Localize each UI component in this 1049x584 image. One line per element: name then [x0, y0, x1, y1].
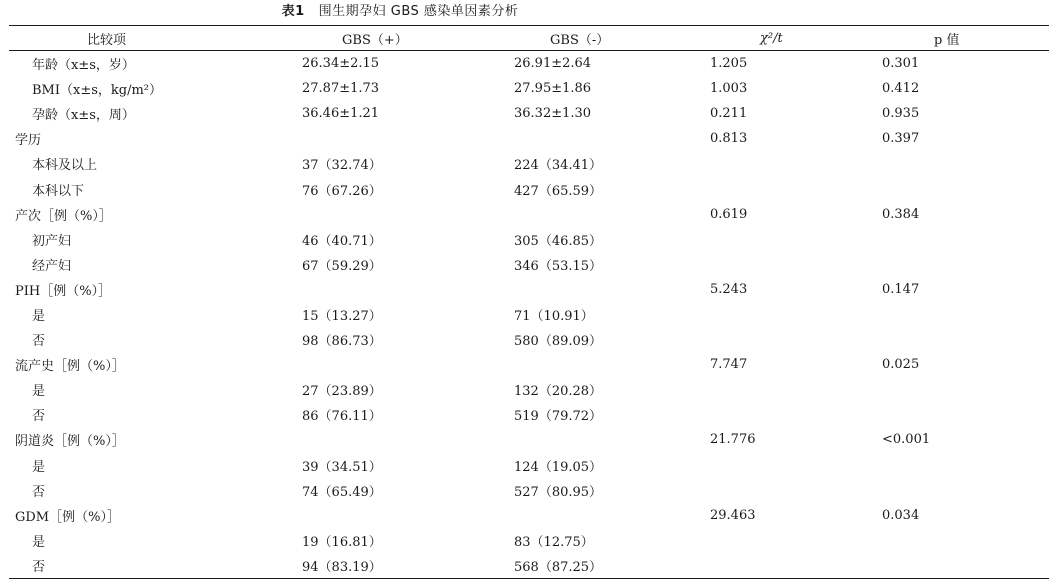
cell-gbs-negative — [514, 277, 710, 302]
table-row — [9, 51, 1049, 77]
row-label: 否 — [32, 484, 46, 500]
table-row — [9, 252, 1049, 277]
cell-p-value — [882, 302, 1049, 327]
table-title: 围生期孕妇 GBS 感染单因素分析 — [318, 4, 519, 19]
cell-gbs-positive: 86（76.11） — [302, 409, 382, 425]
cell-p-value: 0.397 — [882, 131, 920, 147]
cell-p-value: <0.001 — [882, 432, 931, 448]
cell-gbs-positive: 37（32.74） — [302, 158, 382, 174]
cell-statistic — [710, 176, 882, 201]
cell-statistic — [710, 402, 882, 427]
cell-gbs-negative: 519（79.72） — [514, 409, 603, 425]
table-header — [9, 26, 1049, 51]
table-row — [9, 528, 1049, 553]
cell-p-value: 0.025 — [882, 357, 920, 373]
table-row — [9, 101, 1049, 126]
cell-statistic: 5.243 — [710, 281, 748, 297]
cell-p-value — [882, 227, 1049, 252]
cell-statistic: 21.776 — [710, 432, 756, 448]
cell-p-value: 0.935 — [882, 106, 920, 122]
cell-gbs-negative: 224（34.41） — [514, 158, 603, 174]
cell-statistic — [710, 252, 882, 277]
cell-statistic — [710, 553, 882, 579]
cell-p-value — [882, 377, 1049, 402]
table-row — [9, 202, 1049, 227]
table-row — [9, 277, 1049, 302]
cell-gbs-positive: 74（65.49） — [302, 484, 382, 500]
cell-p-value — [882, 327, 1049, 352]
table-row — [9, 176, 1049, 201]
cell-gbs-negative: 27.95±1.86 — [514, 81, 592, 97]
cell-gbs-negative: 132（20.28） — [514, 384, 603, 400]
table-number: 表1 — [281, 4, 305, 19]
cell-gbs-positive: 27（23.89） — [302, 384, 382, 400]
cell-gbs-positive: 94（83.19） — [302, 553, 514, 579]
univariate-analysis-table — [9, 25, 1049, 579]
header-comparison-item: 比较项 — [9, 26, 302, 51]
cell-gbs-positive: 67（59.29） — [302, 258, 382, 274]
table-row — [9, 327, 1049, 352]
cell-gbs-positive: 98（86.73） — [302, 334, 382, 350]
cell-p-value: 0.034 — [882, 507, 920, 523]
cell-gbs-positive: 46（40.71） — [302, 233, 382, 249]
header-gbs-negative: GBS（-） — [514, 26, 710, 51]
cell-gbs-negative — [514, 427, 710, 452]
cell-statistic — [710, 151, 882, 176]
cell-gbs-positive — [302, 503, 514, 528]
row-label: 经产妇 — [32, 258, 72, 274]
row-label: 本科及以上 — [32, 158, 98, 174]
table-row — [9, 151, 1049, 176]
row-label: PIH［例（%）］ — [15, 283, 112, 299]
table-row — [9, 503, 1049, 528]
table-body — [9, 51, 1049, 579]
cell-gbs-positive — [302, 352, 514, 377]
cell-gbs-positive: 39（34.51） — [302, 459, 382, 475]
cell-p-value — [882, 528, 1049, 553]
cell-statistic: 0.813 — [710, 131, 748, 147]
cell-p-value: 0.301 — [882, 56, 920, 72]
table-row — [9, 352, 1049, 377]
row-label: 本科以下 — [32, 183, 85, 199]
table-row — [9, 402, 1049, 427]
row-label: 否 — [32, 409, 46, 425]
cell-p-value — [882, 176, 1049, 201]
cell-statistic — [710, 528, 882, 553]
cell-gbs-negative: 346（53.15） — [514, 258, 603, 274]
cell-gbs-positive: 19（16.81） — [302, 534, 382, 550]
cell-gbs-negative: 83（12.75） — [514, 534, 594, 550]
cell-gbs-negative: 124（19.05） — [514, 459, 603, 475]
cell-gbs-negative: 568（87.25） — [514, 553, 710, 579]
row-label: BMI（x±s，kg/m²） — [32, 83, 163, 99]
cell-statistic — [710, 227, 882, 252]
cell-statistic — [710, 478, 882, 503]
table-row — [9, 302, 1049, 327]
table-row — [9, 478, 1049, 503]
table-row — [9, 453, 1049, 478]
cell-gbs-negative: 527（80.95） — [514, 484, 603, 500]
row-label: 否 — [32, 334, 46, 350]
cell-p-value: 0.384 — [882, 206, 920, 222]
row-label: 否 — [9, 553, 302, 579]
cell-statistic — [710, 453, 882, 478]
cell-statistic: 0.619 — [710, 206, 748, 222]
cell-gbs-positive: 36.46±1.21 — [302, 106, 380, 122]
table-row — [9, 377, 1049, 402]
row-label: 产次［例（%）］ — [15, 208, 112, 224]
row-label: 是 — [32, 384, 46, 400]
cell-gbs-negative: 26.91±2.64 — [514, 56, 592, 72]
cell-p-value — [882, 553, 1049, 579]
cell-statistic: 7.747 — [710, 357, 748, 373]
cell-gbs-negative: 580（89.09） — [514, 334, 603, 350]
cell-gbs-negative — [514, 126, 710, 151]
cell-p-value — [882, 453, 1049, 478]
cell-gbs-positive: 27.87±1.73 — [302, 81, 380, 97]
table-row — [9, 553, 1049, 579]
row-label: 阴道炎［例（%）］ — [15, 434, 125, 450]
cell-statistic — [710, 327, 882, 352]
cell-gbs-positive: 76（67.26） — [302, 183, 382, 199]
cell-gbs-negative — [514, 352, 710, 377]
row-label: 学历 — [15, 133, 42, 149]
cell-gbs-negative — [514, 202, 710, 227]
cell-p-value: 0.147 — [882, 281, 920, 297]
cell-gbs-positive — [302, 277, 514, 302]
cell-statistic — [710, 302, 882, 327]
header-gbs-positive: GBS（+） — [302, 26, 514, 51]
table-caption — [0, 3, 800, 21]
cell-gbs-negative — [514, 503, 710, 528]
row-label: 是 — [32, 308, 46, 324]
cell-gbs-negative: 36.32±1.30 — [514, 106, 592, 122]
cell-p-value — [882, 478, 1049, 503]
cell-gbs-positive — [302, 126, 514, 151]
cell-gbs-negative: 71（10.91） — [514, 308, 594, 324]
cell-gbs-positive — [302, 202, 514, 227]
header-statistic: χ²/t — [710, 26, 882, 51]
cell-gbs-negative: 305（46.85） — [514, 233, 603, 249]
row-label: 孕龄（x±s，周） — [32, 108, 135, 124]
row-label: 初产妇 — [32, 233, 72, 249]
cell-gbs-negative: 427（65.59） — [514, 183, 603, 199]
cell-statistic: 1.205 — [710, 56, 748, 72]
cell-statistic: 29.463 — [710, 507, 756, 523]
cell-gbs-positive: 26.34±2.15 — [302, 56, 380, 72]
cell-statistic: 1.003 — [710, 81, 748, 97]
table-row — [9, 76, 1049, 101]
cell-p-value — [882, 151, 1049, 176]
table-row — [9, 227, 1049, 252]
cell-p-value — [882, 402, 1049, 427]
cell-statistic — [710, 377, 882, 402]
row-label: 是 — [32, 459, 46, 475]
cell-p-value: 0.412 — [882, 81, 920, 97]
cell-statistic: 0.211 — [710, 106, 748, 122]
cell-p-value — [882, 252, 1049, 277]
table-row — [9, 427, 1049, 452]
table-row — [9, 126, 1049, 151]
row-label: 是 — [32, 534, 46, 550]
header-row — [9, 26, 1049, 51]
row-label: 年龄（x±s，岁） — [32, 58, 135, 74]
row-label: 流产史［例（%）］ — [15, 359, 125, 375]
cell-gbs-positive: 15（13.27） — [302, 308, 382, 324]
header-p-value: p 值 — [882, 26, 1049, 51]
cell-gbs-positive — [302, 427, 514, 452]
row-label: GDM［例（%）］ — [15, 509, 120, 525]
